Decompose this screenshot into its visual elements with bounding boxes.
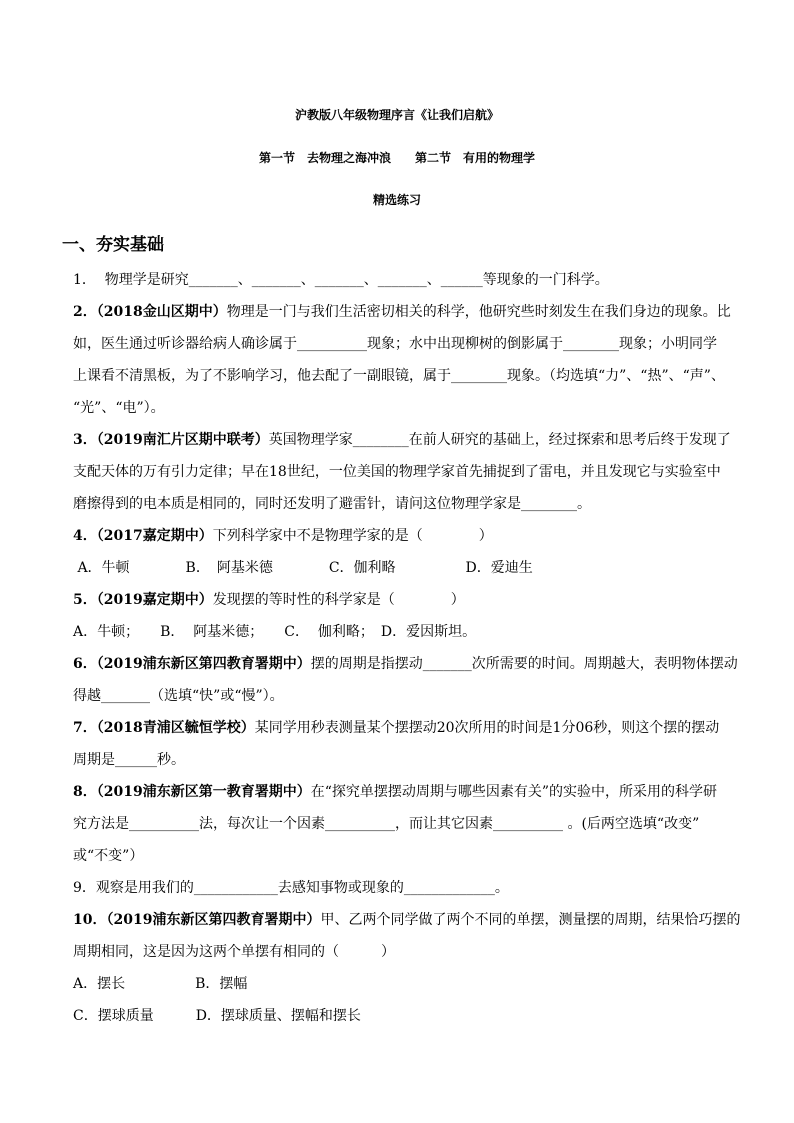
section-heading: 一、夯实基础	[62, 235, 164, 255]
question-line: 6．（2019浦东新区第四教育署期中）摆的周期是指摆动_______次所需要的时间。周期越大，表明物体摆动	[73, 656, 738, 672]
question-line: “光”、“电”）。	[73, 400, 165, 416]
question-line: 4．（2017嘉定期中）下列科学家中不是物理学家的是（ ）	[73, 528, 493, 544]
option-line: C．摆球质量 D．摆球质量、摆幅和摆长	[73, 1008, 361, 1024]
question-line: 9．观察是用我们的____________去感知事物或现象的_____________。	[73, 880, 509, 896]
question-line: 如，医生通过听诊器给病人确诊属于__________现象；水中出现柳树的倒影属于________现象；小明同学	[73, 336, 717, 352]
title-line-2: 第一节 去物理之海冲浪 第二节 有用的物理学	[258, 151, 535, 165]
option-line: A．牛顿； B． 阿基米德； C． 伽利略； D．爱因斯坦。	[73, 624, 477, 640]
question-line: 8．（2019浦东新区第一教育署期中）在“探究单摆摆动周期与哪些因素有关”的实验中，所采用的科学研	[73, 784, 718, 800]
question-line: 5．（2019嘉定期中）发现摆的等时性的科学家是（ ）	[73, 592, 465, 608]
question-line: 7．（2018青浦区毓恒学校）某同学用秒表测量某个摆摆动20次所用的时间是1分06秒，则这个摆的摆动	[73, 720, 720, 736]
question-line: 2．（2018金山区期中）物理是一门与我们生活密切相关的科学，他研究些时刻发生在我们身边的现象。比	[73, 304, 731, 320]
question-line: 究方法是__________法，每次让一个因素__________，而让其它因素__________ 。(后两空选填“改变”	[73, 816, 700, 832]
question-line: 10．（2019浦东新区第四教育署期中）甲、乙两个同学做了两个不同的单摆，测量摆的周期，结果恰巧摆的	[73, 912, 741, 928]
question-line: 周期是______秒。	[73, 752, 185, 768]
question-line: 支配天体的万有引力定律；早在18世纪，一位美国的物理学家首先捕捉到了雷电，并且发现它与实验室中	[73, 464, 721, 480]
option-line: A．摆长 B．摆幅	[73, 976, 248, 992]
question-line: 3．（2019南汇片区期中联考）英国物理学家________在前人研究的基础上，经过探索和思考后终于发现了	[73, 432, 731, 448]
question-line: 上课看不清黑板，为了不影响学习，他去配了一副眼镜，属于________现象。（均选填“力”、“热”、“声”、	[73, 368, 725, 384]
question-line: 周期相同，这是因为这两个单摆有相同的（ ）	[73, 944, 395, 960]
question-line: 1． 物理学是研究_______、_______、_______、_______、______等现象的一门科学。	[73, 272, 609, 288]
question-line: 磨擦得到的电本质是相同的，同时还发明了避雷针，请问这位物理学家是________。	[73, 496, 591, 512]
question-line: 或“不变”）	[73, 848, 144, 864]
title-line-3: 精选练习	[372, 193, 421, 207]
option-line: A．牛顿 B． 阿基米德 C．伽利略 D．爱迪生	[73, 560, 533, 576]
question-line: 得越_______（选填“快”或“慢”）。	[73, 688, 284, 704]
title-line-1: 沪教版八年级物理序言《让我们启航》	[294, 108, 499, 122]
